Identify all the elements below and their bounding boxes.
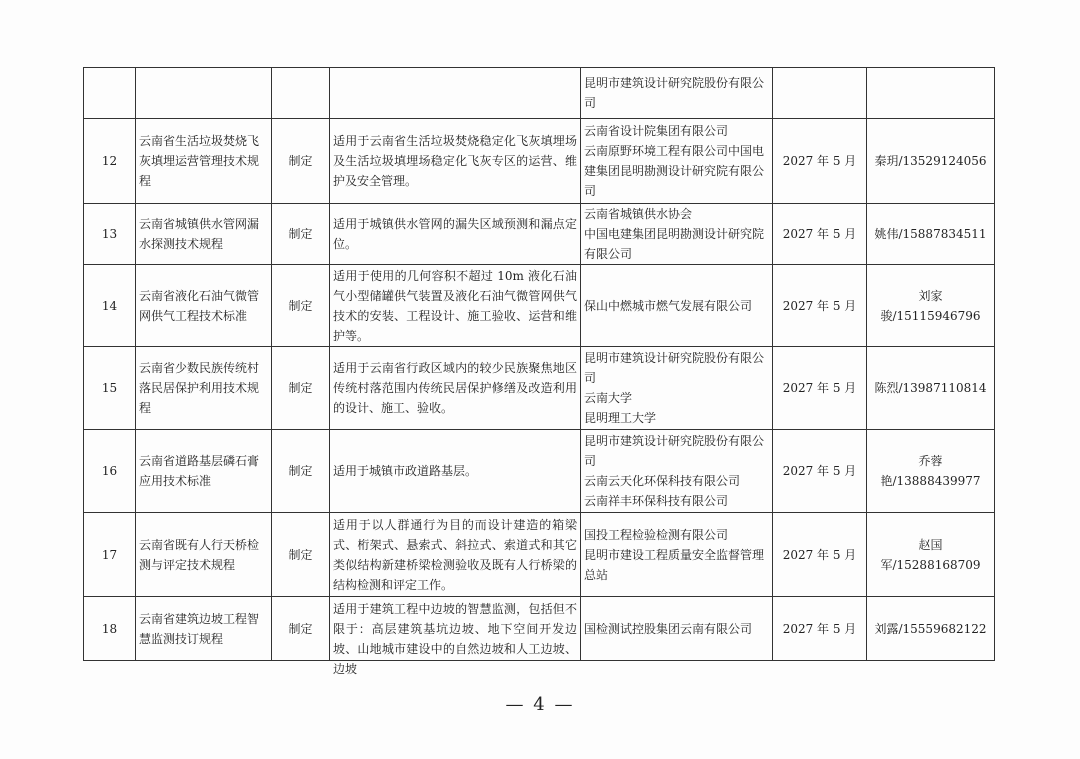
drafting-unit-line: 司 bbox=[584, 96, 597, 110]
drafting-unit-line: 昆明理工大学 bbox=[584, 411, 657, 425]
drafting-unit-line: 昆明市建设工程质量安全监督管理 bbox=[584, 547, 765, 562]
standard-type-cell: 制定 bbox=[272, 513, 330, 597]
standard-name-cell: 云南省液化石油气微管网供气工程技术标准 bbox=[136, 265, 272, 347]
row-number-cell: 15 bbox=[84, 347, 136, 430]
scope-text: 适用于城镇供水管网的漏失区域预测和漏点定位。 bbox=[333, 217, 577, 251]
scope-text: 适用于建筑工程中边坡的智慧监测，包括但不限于：高层建筑基坑边坡、地下空间开发边坡、山地城市建设中的自然边坡和人工边坡、边坡 bbox=[333, 601, 577, 676]
scope-cell bbox=[330, 119, 581, 204]
completion-date-cell: 2027 年 5 月 bbox=[773, 119, 867, 204]
drafting-unit-line: 昆明市建筑设计研究院股份有限公 bbox=[584, 76, 765, 90]
drafting-units-cell bbox=[581, 119, 773, 204]
contact-cell: 刘家骏/15115946796 bbox=[867, 265, 995, 347]
standard-name-cell: 云南省道路基层磷石膏应用技术标准 bbox=[136, 430, 272, 513]
drafting-unit-line: 保山中燃城市燃气发展有限公司 bbox=[584, 298, 753, 313]
scope-cell bbox=[330, 347, 581, 430]
standard-type-cell: 制定 bbox=[272, 597, 330, 661]
standard-type-cell: 制定 bbox=[272, 265, 330, 347]
table-row bbox=[84, 430, 995, 513]
completion-date-cell: 2027 年 5 月 bbox=[773, 513, 867, 597]
row-number-cell: 18 bbox=[84, 597, 136, 661]
standard-name-cell bbox=[136, 68, 272, 119]
drafting-unit-line: 云南云天化环保科技有限公司 bbox=[584, 474, 741, 488]
standard-type-cell: 制定 bbox=[272, 430, 330, 513]
drafting-unit-line: 总站 bbox=[584, 567, 609, 582]
scope-cell bbox=[330, 265, 581, 347]
row-number-cell: 14 bbox=[84, 265, 136, 347]
contact-cell: 姚伟/15887834511 bbox=[867, 204, 995, 265]
drafting-unit-line: 云南原野环境工程有限公司中国电 bbox=[584, 144, 765, 158]
drafting-unit-line: 云南省设计院集团有限公司 bbox=[584, 124, 729, 138]
drafting-unit-line: 国投工程检验检测有限公司 bbox=[584, 527, 729, 542]
standard-type-cell bbox=[272, 68, 330, 119]
contact-cell: 乔蓉艳/13888439977 bbox=[867, 430, 995, 513]
scope-text: 适用于云南省行政区域内的较少民族聚焦地区传统村落范围内传统民居保护修缮及改造利用的设计、施工、验收。 bbox=[333, 361, 577, 415]
contact-cell: 赵国军/15288168709 bbox=[867, 513, 995, 597]
standards-table bbox=[83, 67, 995, 676]
drafting-unit-line: 云南大学 bbox=[584, 391, 633, 405]
drafting-unit-line: 国检测试控股集团云南有限公司 bbox=[584, 621, 753, 636]
scope-cell bbox=[330, 68, 581, 119]
drafting-unit-line: 云南祥丰环保科技有限公司 bbox=[584, 494, 729, 508]
completion-date-cell: 2027 年 5 月 bbox=[773, 265, 867, 347]
drafting-units-cell bbox=[581, 430, 773, 513]
drafting-units-cell bbox=[581, 597, 773, 661]
standard-type-cell: 制定 bbox=[272, 119, 330, 204]
drafting-units-cell bbox=[581, 265, 773, 347]
completion-date-cell: 2027 年 5 月 bbox=[773, 430, 867, 513]
standard-name-cell: 云南省城镇供水管网漏水探测技术规程 bbox=[136, 204, 272, 265]
standard-name-cell: 云南省生活垃圾焚烧飞灰填埋运营管理技术规程 bbox=[136, 119, 272, 204]
drafting-unit-line: 司 bbox=[584, 454, 597, 468]
table-row bbox=[84, 265, 995, 347]
standard-type-cell: 制定 bbox=[272, 204, 330, 265]
page-number: — 4 — bbox=[505, 694, 575, 715]
standard-name-cell: 云南省少数民族传统村落民居保护利用技术规程 bbox=[136, 347, 272, 430]
table-row bbox=[84, 347, 995, 430]
completion-date-cell: 2027 年 5 月 bbox=[773, 597, 867, 661]
drafting-unit-line: 司 bbox=[584, 184, 597, 198]
standard-name-cell: 云南省建筑边坡工程智慧监测技订规程 bbox=[136, 597, 272, 661]
drafting-unit-line: 建集团昆明勘测设计研究院有限公 bbox=[584, 164, 765, 178]
table-row bbox=[84, 513, 995, 597]
standard-type-cell: 制定 bbox=[272, 347, 330, 430]
table-row bbox=[84, 204, 995, 265]
row-number-cell: 13 bbox=[84, 204, 136, 265]
drafting-units-cell bbox=[581, 513, 773, 597]
table-row bbox=[84, 119, 995, 204]
drafting-units-cell bbox=[581, 68, 773, 119]
table-row bbox=[84, 68, 995, 119]
drafting-units-cell bbox=[581, 347, 773, 430]
contact-cell: 陈烈/13987110814 bbox=[867, 347, 995, 430]
scope-cell bbox=[330, 513, 581, 597]
scope-text: 适用于使用的几何容积不超过 10m 液化石油气小型储罐供气装置及液化石油气微管网供气技术的安装、工程设计、施工验收、运营和维护等。 bbox=[333, 268, 577, 343]
row-number-cell: 16 bbox=[84, 430, 136, 513]
drafting-unit-line: 昆明市建筑设计研究院股份有限公 bbox=[584, 434, 765, 448]
completion-date-cell: 2027 年 5 月 bbox=[773, 204, 867, 265]
scope-text: 适用于城镇市政道路基层。 bbox=[333, 464, 478, 478]
row-number-cell: 17 bbox=[84, 513, 136, 597]
drafting-unit-line: 云南省城镇供水协会 bbox=[584, 207, 693, 221]
drafting-unit-line: 司 bbox=[584, 371, 597, 385]
drafting-unit-line: 有限公司 bbox=[584, 247, 633, 261]
scope-text: 适用于以人群通行为目的而设计建造的箱梁式、桁架式、悬索式、斜拉式、索道式和其它类似结构新建桥梁检测验收及既有人行桥梁的结构检测和评定工作。 bbox=[333, 517, 577, 592]
drafting-units-cell bbox=[581, 204, 773, 265]
contact-cell: 刘露/15559682122 bbox=[867, 597, 995, 661]
scope-text: 适用于云南省生活垃圾焚烧稳定化飞灰填埋场及生活垃圾填埋场稳定化飞灰专区的运营、维护及安全管理。 bbox=[333, 134, 577, 188]
scope-cell bbox=[330, 597, 581, 676]
scope-cell bbox=[330, 430, 581, 513]
drafting-unit-line: 昆明市建筑设计研究院股份有限公 bbox=[584, 351, 765, 365]
row-number-cell bbox=[84, 68, 136, 119]
scope-cell bbox=[330, 204, 581, 265]
drafting-unit-line: 中国电建集团昆明勘测设计研究院 bbox=[584, 227, 765, 241]
row-number-cell: 12 bbox=[84, 119, 136, 204]
completion-date-cell bbox=[773, 68, 867, 119]
completion-date-cell: 2027 年 5 月 bbox=[773, 347, 867, 430]
contact-cell: 秦玥/13529124056 bbox=[867, 119, 995, 204]
table-row bbox=[84, 597, 995, 661]
contact-cell bbox=[867, 68, 995, 119]
standard-name-cell: 云南省既有人行天桥检测与评定技术规程 bbox=[136, 513, 272, 597]
